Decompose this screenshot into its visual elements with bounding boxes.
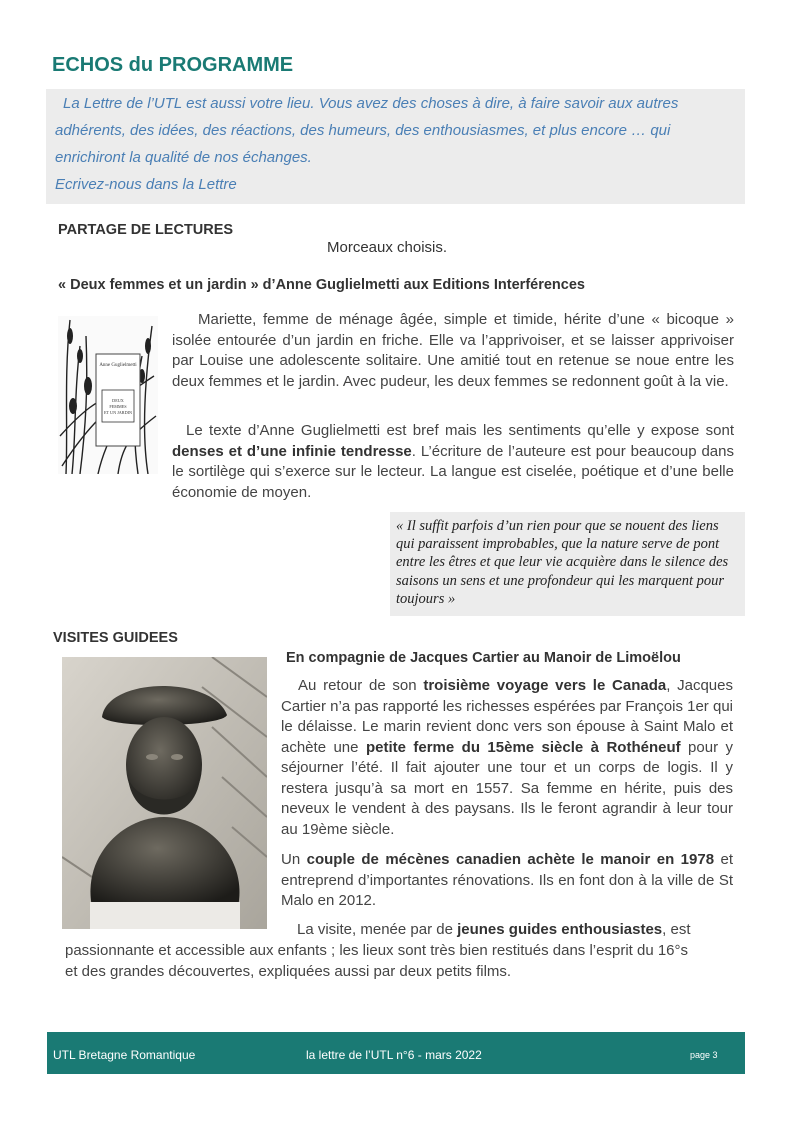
section-heading-visites: VISITES GUIDEES [53, 630, 178, 646]
footer-left: UTL Bretagne Romantique [53, 1048, 196, 1062]
visit-p3-text: La visite, menée par de [297, 921, 458, 938]
intro-line: adhérents, des idées, des réactions, des humeurs, des enthousiasmes, et plus encore … qui [55, 122, 671, 139]
visit-p3-text: , est [662, 921, 691, 938]
book-title: « Deux femmes et un jardin » d’Anne Guglielmetti aux Editions Interférences [58, 277, 585, 293]
visit-paragraph-1 [281, 676, 733, 840]
visit-p2-bold: couple de mécènes canadien achète le manoir en 1978 [306, 851, 715, 868]
intro-line: Ecrivez-nous dans la Lettre [55, 176, 237, 193]
visit-paragraph-3-line1 [297, 920, 733, 941]
section-heading-lectures: PARTAGE DE LECTURES [58, 222, 234, 238]
visit-paragraph-3-line2: passionnante et accessible aux enfants ; les lieux sont très bien restitués dans l’esprit du 16°s [65, 942, 689, 959]
visit-p1-text: , Jacques Cartier n’a pas rapporté les richesses espérées par François 1er qui le délaisse. Le marin revient donc vers son épouse à Saint Malo et achète une [281, 677, 733, 756]
jacques-cartier-bust-photo [62, 657, 267, 929]
svg-text:FEMMES: FEMMES [109, 404, 127, 409]
svg-text:DEUX: DEUX [112, 398, 124, 403]
visit-title: En compagnie de Jacques Cartier au Manoir de Limoëlou [286, 650, 681, 666]
book-cover-image [58, 316, 158, 474]
lectures-paragraph-1: Mariette, femme de ménage âgée, simple et timide, hérite d’une « bicoque » isolée entourée d’un jardin en friche. Elle va l’apprivoiser, et se laisser apprivoiser par Louise une adolescente solitaire. Une amitié tout en retenue se noue entre les deux femmes et le jardin. Avec pudeur, les deux femmes se redonnent goût à la vie. [172, 311, 734, 390]
visit-p1-bold: petite ferme du 15ème siècle à Rothéneuf [365, 738, 681, 756]
quote-text: « Il suffit parfois d’un rien pour que se nouent des liens qui paraissent improbables, que la nature serve de pont entre les êtres et que leur vie acquière dans le silence des saisons un sens et une profondeur qui les marquent pour toujours » [396, 518, 729, 607]
quote-box [390, 512, 745, 616]
visit-p3-bold: jeunes guides enthousiastes [457, 921, 663, 938]
intro-line: enrichiront la qualité de nos échanges. [55, 149, 312, 166]
visit-paragraph-2 [281, 850, 733, 912]
visit-paragraph-3-line3: et des grandes découvertes, expliquées aussi par deux petits films. [65, 963, 512, 980]
para2-bold: denses et d’une infinie tendresse [172, 442, 412, 460]
intro-box [46, 89, 745, 204]
footer-page-number: page 3 [690, 1050, 718, 1060]
lectures-subheading: Morceaux choisis. [327, 239, 448, 256]
lectures-paragraph-2-top [172, 421, 734, 503]
visit-p1-text: pour y séjourner l’été. Il fait ajouter une tour et un corps de logis. Il y restera jusqu’à sa mort en 1557. Sa femme en hérite, puis des neveux le vendent à des paysans. Ils le feront agrandir à leur tour au 19ème siècle. [281, 738, 734, 838]
visit-p2-text: et entreprend d’importantes rénovations. Ils en font don à la ville de St Malo en 2012. [281, 851, 734, 909]
visit-p1-bold: troisième voyage vers le Canada [423, 677, 667, 694]
page-title: ECHOS du PROGRAMME [52, 54, 294, 76]
cover-author: Anne Guglielmetti [99, 363, 137, 368]
para2-text: Le texte d’Anne Guglielmetti est bref mais les sentiments qu’elle y expose sont [186, 422, 734, 439]
svg-text:ET UN JARDIN: ET UN JARDIN [103, 410, 133, 415]
footer-center: la lettre de l’UTL n°6 - mars 2022 [306, 1048, 482, 1062]
visit-p2-text: Un [281, 851, 307, 868]
intro-line: La Lettre de l’UTL est aussi votre lieu. Vous avez des choses à dire, à faire savoir aux autres [63, 95, 679, 112]
visit-p1-text: Au retour de son [298, 677, 424, 694]
para2-text-wrap: . L’écriture de l’auteure est pour beaucoup dans le sortilège qui s’exerce sur le lecteur. La langue est ciselée, poétique et d’une belle économie de moyen. [172, 442, 734, 501]
footer [47, 1032, 745, 1074]
